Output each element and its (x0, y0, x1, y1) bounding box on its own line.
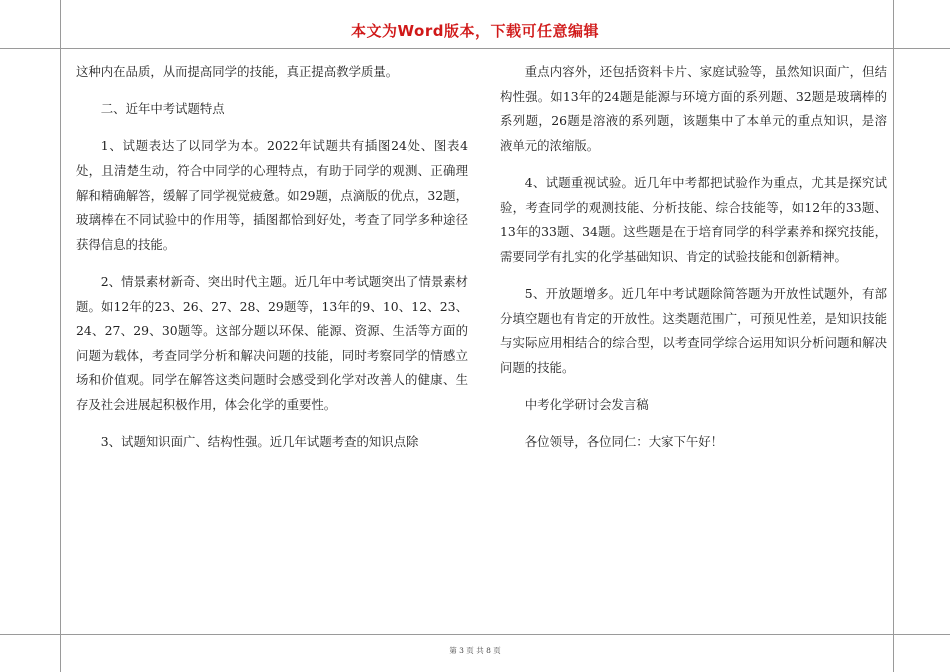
speech-title: 中考化学研讨会发言稿 (524, 396, 649, 412)
page-number: 第 3 页 共 8 页 (449, 646, 501, 655)
left-paragraph-5: 3、试题知识面广、结构性强。近几年试题考查的知识点除 (100, 434, 419, 450)
right-paragraph-1: 重点内容外，还包括资料卡片、家庭试验等，虽然知识面广，但结构性强。如13年的24题是能源与环境方面的系列题、32题是玻璃棒的系列题，26题是溶液的系列题，该题集中了本单元的重点知识，是溶液单元的浓缩版。 (500, 64, 887, 153)
right-paragraph-3: 5、开放题增多。近几年中考试题除简答题为开放性试题外，有部分填空题也有肯定的开放性。这类题范围广，可预见性差，是知识技能与实际应用相结合的综合型，以考查同学综合运用知识分析问题和解决问题的技能。 (500, 285, 887, 375)
right-paragraph-2: 4、试题重视试验。近几年中考都把试验作为重点，尤其是探究试验，考查同学的观测技能、分析技能、综合技能等，如12年的33题、13年的33题、34题。这些题是在于培育同学的科学素养和探究技能，需要同学有扎实的化学基础知识、肯定的试验技能和创新精神。 (500, 174, 887, 264)
speech-greeting: 各位领导，各位同仁：大家下午好！ (524, 434, 724, 450)
right-column (500, 60, 887, 467)
section-heading: 二、近年中考试题特点 (100, 101, 225, 117)
bottom-border-line (0, 634, 950, 635)
header-banner: 本文为Word版本，下载可任意编辑 (351, 22, 599, 40)
left-paragraph-4: 2、情景素材新奇、突出时代主题。近几年中考试题突出了情景素材题。如12年的23、26、27、28、29题等，13年的9、10、12、23、24、27、29、30题等。这部分题以环保、能源、资源、生活等方面的问题为载体，考查同学分析和解决问题的技能，同时考察同学的情感立场和价值观。同学在解答这类问题时会感受到化学对改善人的健康、生存及社会进展起积极作用，体会化学的重要性。 (76, 273, 469, 412)
right-border-line (893, 0, 894, 672)
left-column (76, 60, 468, 467)
left-border-line (60, 0, 61, 672)
top-border-line (0, 48, 950, 49)
left-paragraph-3: 1、试题表达了以同学为本。2022年试题共有插图24处、图表4处，且清楚生动，符合中同学的心理特点，有助于同学的观测、正确理解和精确解答，缓解了同学视觉疲惫。如29题，点滴版的优点，32题，玻璃棒在不同试验中的作用等，插图都恰到好处，考查了同学多种途径获得信息的技能。 (76, 138, 468, 252)
left-paragraph-1: 这种内在品质，从而提高同学的技能，真正提高教学质量。 (76, 64, 399, 79)
